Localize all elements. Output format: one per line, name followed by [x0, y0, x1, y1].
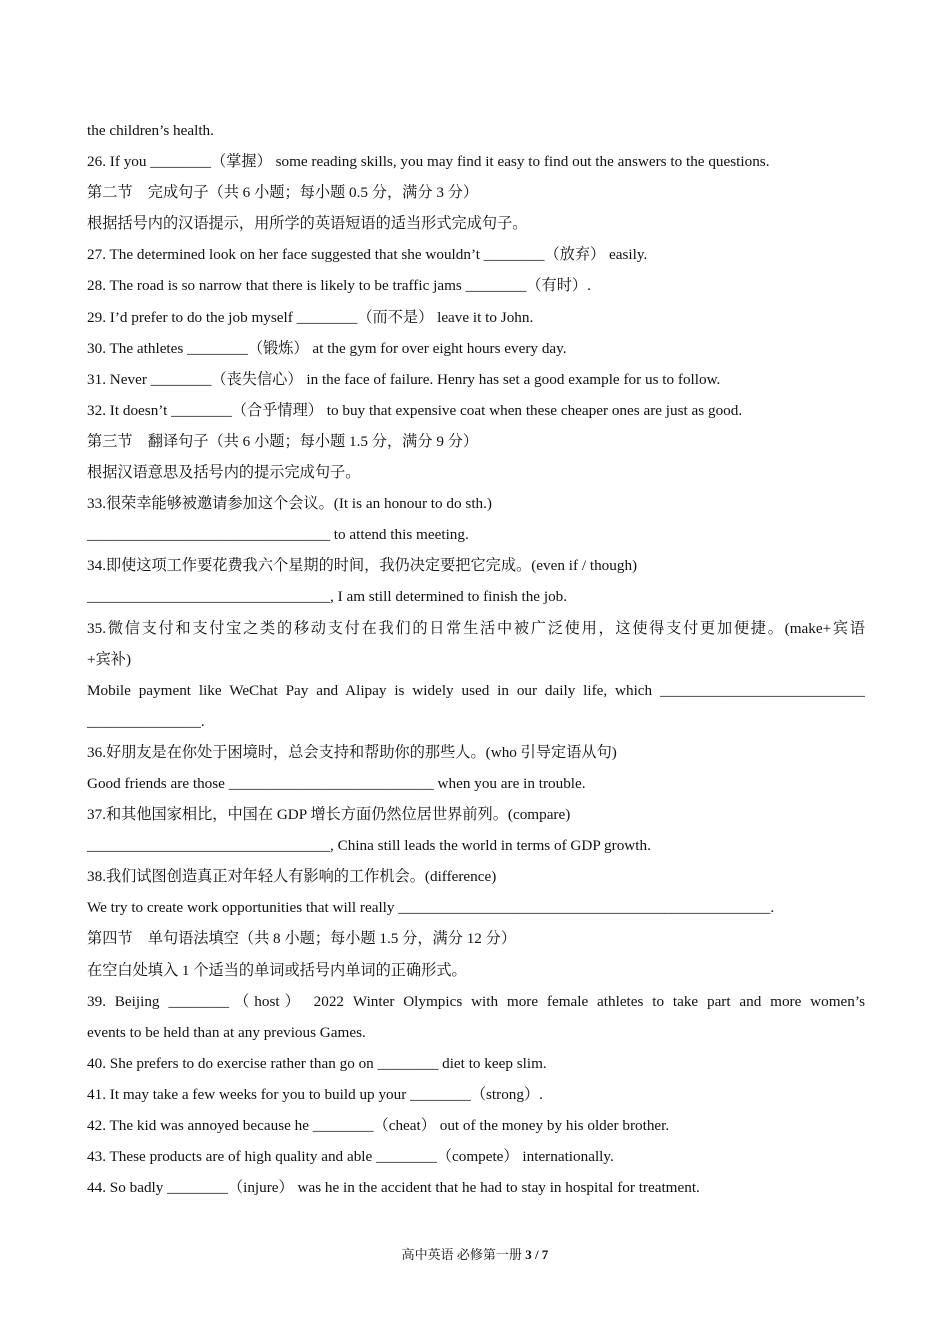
text-line: 40. She prefers to do exercise rather than go on ________ diet to keep slim. — [87, 1054, 547, 1072]
text-line: 根据括号内的汉语提示，用所学的英语短语的适当形式完成句子。 — [87, 215, 528, 233]
page-number: 3 / 7 — [525, 1247, 549, 1262]
text-line: Good friends are those ___________________________ when you are in trouble. — [87, 774, 586, 792]
text-line: 38.我们试图创造真正对年轻人有影响的工作机会。(difference) — [87, 868, 497, 886]
text-line: ________________________________ to attend this meeting. — [87, 526, 469, 544]
text-line: 在空白处填入 1 个适当的单词或括号内单词的正确形式。 — [87, 961, 467, 979]
text-line: +宾补) — [87, 650, 131, 668]
text-line: We try to create work opportunities that will really _________________________________________________. — [87, 899, 775, 917]
text-line: _______________. — [87, 712, 205, 730]
text-line: 32. It doesn’t ________（合乎情理） to buy that expensive coat when these cheaper ones are just as good. — [87, 401, 743, 419]
text-line: 42. The kid was annoyed because he ________（cheat） out of the money by his older brother. — [87, 1117, 670, 1134]
text-line: 31. Never ________（丧失信心） in the face of failure. Henry has set a good example for us to follow. — [87, 370, 721, 388]
footer-title: 高中英语 必修第一册 — [401, 1247, 526, 1262]
text-line: 28. The road is so narrow that there is likely to be traffic jams ________（有时）. — [87, 277, 591, 295]
text-line: 37.和其他国家相比，中国在 GDP 增长方面仍然位居世界前列。(compare) — [87, 806, 571, 824]
text-line: 根据汉语意思及括号内的提示完成句子。 — [87, 464, 361, 482]
text-line: 第三节 翻译句子（共 6 小题；每小题 1.5 分，满分 9 分） — [87, 432, 479, 450]
text-line: 26. If you ________（掌握） some reading skills, you may find it easy to find out the answers to the questions. — [87, 153, 770, 171]
text-line: 29. I’d prefer to do the job myself ________（而不是） leave it to John. — [87, 308, 534, 326]
text-line: 27. The determined look on her face suggested that she wouldn’t ________（放弃） easily. — [87, 246, 648, 264]
page-footer — [0, 1244, 950, 1263]
text-line: Mobile payment like WeChat Pay and Alipay is widely used in our daily life, which ___________________________ — [87, 681, 865, 699]
exam-content — [87, 119, 865, 1207]
text-line: 36.好朋友是在你处于困境时，总会支持和帮助你的那些人。(who 引导定语从句) — [87, 743, 617, 761]
text-line: 第四节 单句语法填空（共 8 小题；每小题 1.5 分，满分 12 分） — [87, 930, 517, 948]
text-line: 34.即使这项工作要花费我六个星期的时间，我仍决定要把它完成。(even if / though) — [87, 557, 638, 575]
text-line: 43. These products are of high quality and able ________（compete） internationally. — [87, 1148, 614, 1166]
text-line: 44. So badly ________（injure） was he in the accident that he had to stay in hospital for treatment. — [87, 1179, 700, 1197]
text-line: events to be held than at any previous Games. — [87, 1023, 366, 1041]
text-line: 35.微信支付和支付宝之类的移动支付在我们的日常生活中被广泛使用，这使得支付更加便捷。(make+宾语 — [87, 619, 865, 637]
text-line: the children’s health. — [87, 122, 214, 139]
text-line: 第二节 完成句子（共 6 小题；每小题 0.5 分，满分 3 分） — [87, 184, 479, 202]
text-line: 33.很荣幸能够被邀请参加这个会议。(It is an honour to do sth.) — [87, 495, 492, 513]
text-line: ________________________________, I am still determined to finish the job. — [87, 588, 568, 606]
text-line: ________________________________, China still leads the world in terms of GDP growth. — [87, 837, 651, 855]
text-line: 39. Beijing ________（host） 2022 Winter Olympics with more female athletes to take part and more women’s — [87, 992, 865, 1010]
text-line: 30. The athletes ________（锻炼） at the gym for over eight hours every day. — [87, 339, 567, 357]
text-line: 41. It may take a few weeks for you to build up your ________（strong）. — [87, 1085, 543, 1103]
